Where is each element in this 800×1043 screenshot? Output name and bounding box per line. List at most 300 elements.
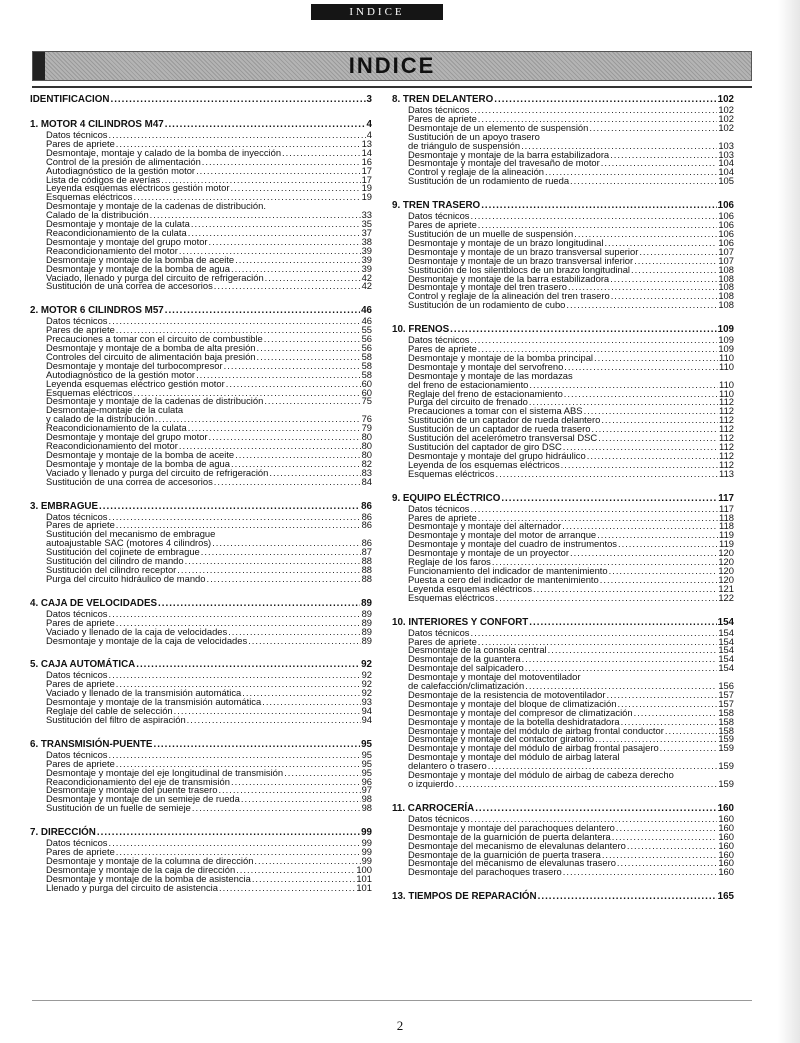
entry-title: Desmontaje y montaje del módulo de airbag lateral xyxy=(408,751,620,763)
section-page: 92 xyxy=(361,659,372,671)
dot-leader xyxy=(201,548,361,557)
dot-leader xyxy=(617,859,717,868)
entry-page: 94 xyxy=(361,705,372,717)
entry-page: 35 xyxy=(361,218,372,230)
entry-title: Desmontaje del parachoques trasero xyxy=(408,866,562,878)
dot-leader xyxy=(570,549,717,558)
entry-page: 17 xyxy=(361,173,372,185)
dot-leader xyxy=(226,380,361,389)
dot-leader xyxy=(165,119,366,130)
toc-section xyxy=(392,617,734,789)
dot-leader xyxy=(589,124,717,133)
entry-page: 38 xyxy=(361,235,372,247)
toc-entry[interactable] xyxy=(392,177,734,186)
entry-title: Desmontaje y montaje de un proyector xyxy=(408,547,570,559)
entry-title: o izquierdo xyxy=(408,778,454,789)
entry-title: Desmontaje de la guantera xyxy=(408,653,521,665)
entry-page: 154 xyxy=(718,662,734,674)
entry-title: Desmontaje de la guarnición de puerta delantera xyxy=(408,830,611,842)
entry-page: 76 xyxy=(361,413,372,425)
dot-leader xyxy=(282,149,361,158)
entry-page: 120 xyxy=(718,573,734,585)
dot-leader xyxy=(252,875,356,884)
entry-page: 160 xyxy=(718,848,734,860)
section-title: 1. MOTOR 4 CILINDROS M47 xyxy=(30,119,164,130)
toc-section xyxy=(30,827,372,892)
toc-entry[interactable] xyxy=(30,804,372,813)
entry-title: Autodiagnóstico de la gestión motor xyxy=(46,368,196,380)
entry-title: Desmontaje, montaje y calado de la bomba de inyección xyxy=(46,146,282,158)
dot-leader xyxy=(471,505,719,514)
entry-page: 154 xyxy=(718,626,734,638)
entry-page: 58 xyxy=(361,359,372,371)
toc-section-heading[interactable] xyxy=(392,493,734,504)
top-rule xyxy=(32,86,752,88)
entry-page: 117 xyxy=(719,502,734,514)
dot-leader xyxy=(471,629,718,638)
entry-title: Control y reglaje de la alineación del tren trasero xyxy=(408,290,610,302)
entry-title: Desmontaje y montaje del servofreno xyxy=(408,360,564,372)
dot-leader xyxy=(609,567,718,576)
entry-title: Desmontaje y montaje del motoventilador xyxy=(408,671,581,683)
entry-title: Precauciones a tomar con el sistema ABS xyxy=(408,405,583,417)
dot-leader xyxy=(634,257,717,266)
entry-page: 102 xyxy=(718,104,734,115)
entry-page: 56 xyxy=(361,333,372,345)
entry-title: Reglaje del freno de estacionamiento xyxy=(408,387,563,399)
entry-page: 13 xyxy=(361,137,372,149)
dot-leader xyxy=(501,493,717,504)
entry-page: 88 xyxy=(361,555,372,567)
toc-entry[interactable] xyxy=(30,881,372,893)
dot-leader xyxy=(616,824,717,833)
entry-title: Pares de apriete xyxy=(408,219,477,231)
entry-page: 158 xyxy=(718,706,734,718)
dot-leader xyxy=(639,248,717,257)
dot-leader xyxy=(471,212,718,221)
entry-page: 58 xyxy=(361,350,372,362)
dot-leader xyxy=(538,891,717,902)
toc-section-heading[interactable] xyxy=(392,891,734,902)
entry-page: 37 xyxy=(361,226,372,238)
entry-page: 82 xyxy=(361,457,372,469)
toc-section xyxy=(30,739,372,813)
section-title: 7. DIRECCIÓN xyxy=(30,827,96,839)
dot-leader xyxy=(269,469,360,478)
toc-section xyxy=(30,305,372,486)
entry-page: 84 xyxy=(361,475,372,487)
entry-page: 99 xyxy=(361,837,372,849)
entry-page: 39 xyxy=(361,262,372,274)
entry-title: Pares de apriete xyxy=(408,511,477,523)
entry-page: 105 xyxy=(718,175,734,187)
dot-leader xyxy=(264,335,361,344)
entry-page: 19 xyxy=(361,191,372,203)
page-number: 2 xyxy=(396,1018,404,1033)
section-page: 165 xyxy=(717,891,734,903)
entry-title: Sustitución del captador de giro DSC xyxy=(408,441,562,452)
entry-page: 98 xyxy=(361,793,372,805)
entry-title: Desmontaje de la guarnición de puerta trasera xyxy=(408,848,601,860)
toc-section xyxy=(392,803,734,877)
section-title: 4. CAJA DE VELOCIDADES xyxy=(30,597,158,609)
entry-title: Desmontaje y montaje de la barra estabilizadora xyxy=(408,272,610,284)
entry-title: Purga del circuito de frenado xyxy=(408,396,528,408)
entry-title: Desmontaje y montaje de la caja de velocidades xyxy=(46,634,248,646)
entry-title: Pares de apriete xyxy=(408,112,477,124)
dot-leader xyxy=(533,585,717,594)
entry-title: Sustitución de un captador de rueda trasero xyxy=(408,423,591,435)
entry-page: 89 xyxy=(361,634,372,646)
entry-title: Desmontaje y montaje de la transmisión automática xyxy=(46,696,262,708)
section-page: 4 xyxy=(366,119,372,130)
entry-page: 97 xyxy=(361,784,372,796)
entry-title: Sustitución de un rodamiento de cubo xyxy=(408,299,566,311)
entry-page: 118 xyxy=(719,520,734,532)
entry-page: 160 xyxy=(718,857,734,869)
entry-title: Sustitución del mecanismo de embrague xyxy=(46,528,216,540)
entry-title: del freno de estacionamiento xyxy=(408,378,529,390)
dot-leader xyxy=(471,106,718,115)
section-page: 99 xyxy=(361,827,372,839)
entry-title: Desmontaje y montaje del bloque de climatización xyxy=(408,697,617,709)
entry-title: Desmontaje y montaje del módulo de airbag frontal conductor xyxy=(408,724,664,736)
entry-page: 109 xyxy=(718,334,734,346)
entry-page: 33 xyxy=(361,209,372,221)
entry-page: 92 xyxy=(361,687,372,699)
section-title: 5. CAJA AUTOMÁTICA xyxy=(30,659,136,671)
toc-section xyxy=(392,891,734,902)
dot-leader xyxy=(262,698,360,707)
entry-page: 108 xyxy=(718,272,734,284)
entry-page: 160 xyxy=(718,812,734,824)
toc-entry[interactable] xyxy=(392,591,734,603)
entry-title: Control de la presión de alimentación xyxy=(46,155,201,167)
page-edge-shadow xyxy=(778,0,800,1043)
entry-page: 157 xyxy=(718,697,734,709)
toc-entry[interactable] xyxy=(392,467,734,479)
toc-section xyxy=(30,119,372,291)
toc-entry[interactable] xyxy=(392,780,734,789)
dot-leader xyxy=(563,443,718,452)
dot-leader xyxy=(214,282,361,291)
toc-section xyxy=(392,324,734,479)
dot-leader xyxy=(109,317,361,326)
entry-page: 122 xyxy=(718,591,734,603)
entry-title: de calefacción/climatización xyxy=(408,680,525,692)
entry-page: 104 xyxy=(718,157,734,169)
entry-page: 160 xyxy=(718,821,734,833)
entry-page: 56 xyxy=(361,342,372,354)
section-page: 160 xyxy=(717,802,734,814)
entry-title: Datos técnicos xyxy=(46,510,108,522)
section-title: 2. MOTOR 6 CILINDROS M57 xyxy=(30,305,164,317)
dot-leader xyxy=(564,363,718,372)
entry-page: 4 xyxy=(366,129,372,140)
section-title: 3. EMBRAGUE xyxy=(30,500,99,512)
entry-page: 160 xyxy=(718,839,734,851)
entry-title: Desmontaje y montaje de la barra estabilizadora xyxy=(408,148,610,160)
entry-title: Desmontaje y montaje del alternador xyxy=(408,520,562,532)
entry-title: Datos técnicos xyxy=(46,129,108,140)
dot-leader xyxy=(212,539,360,548)
entry-page: 99 xyxy=(361,846,372,858)
entry-title: Esquemas eléctricos xyxy=(408,591,495,603)
entry-title: Lista de códigos de averías xyxy=(46,173,161,185)
entry-page: 159 xyxy=(718,778,734,789)
entry-title: Desmontaje y montaje de un brazo transversal superior xyxy=(408,245,639,257)
dot-leader xyxy=(165,305,360,316)
entry-title: Desmontaje y montaje de la bomba de aceite xyxy=(46,448,235,460)
entry-page: 108 xyxy=(718,299,734,311)
entry-page: 158 xyxy=(718,715,734,727)
entry-page: 16 xyxy=(361,155,372,167)
dot-leader xyxy=(192,804,361,813)
entry-page: 92 xyxy=(361,678,372,690)
entry-title: Llenado y purga del circuito de asistencia xyxy=(46,881,218,893)
dot-leader xyxy=(584,407,718,416)
entry-title: Desmontaje y montaje de la cadenas de distribución. xyxy=(46,200,266,212)
entry-title: autoajustable SAC (motores 4 cilindros) xyxy=(46,537,212,549)
entry-title: Reacondicionamiento del motor xyxy=(46,244,178,256)
entry-page: 88 xyxy=(361,572,372,584)
dot-leader xyxy=(224,362,361,371)
entry-title: Leyenda esquemas eléctricos gestión motor xyxy=(46,182,230,194)
entry-page: 154 xyxy=(718,635,734,647)
dot-leader xyxy=(174,707,361,716)
section-title: IDENTIFICACION xyxy=(30,94,110,105)
dot-leader xyxy=(206,575,360,584)
dot-leader xyxy=(631,266,717,275)
toc-entry[interactable] xyxy=(30,713,372,725)
entry-page: 157 xyxy=(718,688,734,700)
entry-title: Leyenda esquemas eléctricos xyxy=(408,582,533,594)
dot-leader xyxy=(660,744,718,753)
entry-title: Sustitución de un fuelle de semieje xyxy=(46,802,191,814)
toc-section-heading[interactable] xyxy=(30,501,372,512)
entry-title: Desmontaje y montaje de la bomba de asistencia xyxy=(46,872,251,884)
entry-title: Desmontaje y montaje de la caja de dirección xyxy=(46,863,236,875)
entry-page: 159 xyxy=(718,760,734,772)
dot-leader xyxy=(561,461,718,470)
dot-leader xyxy=(188,424,361,433)
dot-leader xyxy=(153,739,360,750)
dot-leader xyxy=(187,716,361,725)
dot-leader xyxy=(214,478,361,487)
entry-page: 160 xyxy=(718,866,734,878)
dot-leader xyxy=(191,220,361,229)
entry-page: 92 xyxy=(361,669,372,681)
dot-leader xyxy=(188,229,361,238)
dot-leader xyxy=(564,390,718,399)
entry-title: Datos técnicos xyxy=(408,626,470,638)
entry-page: 14 xyxy=(361,146,372,158)
entry-page: 106 xyxy=(718,227,734,239)
entry-title: Desmontaje y montaje de la bomba de aceite xyxy=(46,253,235,265)
section-page: 86 xyxy=(361,500,372,512)
header-tab: INDICE xyxy=(311,4,443,20)
entry-page: 100 xyxy=(356,863,372,875)
entry-title: Datos técnicos xyxy=(46,748,108,760)
entry-title: Desmontaje y montaje de la botella deshidratadora xyxy=(408,715,620,727)
dot-leader xyxy=(601,416,718,425)
dot-leader xyxy=(99,501,360,512)
entry-title: Datos técnicos xyxy=(46,837,108,849)
entry-title: Sustitución del acelerómetro transversal DSC xyxy=(408,432,598,444)
entry-page: 107 xyxy=(718,254,734,266)
dot-leader xyxy=(610,275,717,284)
dot-leader xyxy=(196,167,361,176)
entry-page: 110 xyxy=(719,378,734,390)
entry-title: Datos técnicos xyxy=(46,669,108,681)
toc-section xyxy=(30,94,372,105)
entry-page: 87 xyxy=(361,546,372,558)
section-title: 10. INTERIORES Y CONFORT xyxy=(392,616,529,628)
entry-page: 42 xyxy=(361,280,372,292)
entry-title: Reacondicionamiento de la culata xyxy=(46,226,187,238)
entry-title: Pares de apriete xyxy=(46,757,115,769)
dot-leader xyxy=(109,839,361,848)
entry-title: Autodiagnóstico de la gestión motor xyxy=(46,164,196,176)
entry-title: Desmontaje de la consola central xyxy=(408,644,547,656)
entry-page: 89 xyxy=(361,616,372,628)
entry-page: 88 xyxy=(361,563,372,575)
dot-leader xyxy=(496,594,718,603)
toc-entry[interactable] xyxy=(30,634,372,646)
entry-title: Sustitución del cilindro receptor xyxy=(46,563,177,575)
entry-title: Precauciones a tomar con el circuito de combustible xyxy=(46,333,263,345)
dot-leader xyxy=(475,803,716,814)
dot-leader xyxy=(254,857,360,866)
entry-title: Sustitución del cilindro de mando xyxy=(46,555,184,567)
section-page: 3 xyxy=(366,94,372,105)
dot-leader xyxy=(665,727,717,736)
toc-entry[interactable] xyxy=(392,868,734,877)
dot-leader xyxy=(591,425,718,434)
entry-title: Desmontaje y montaje del turbocompresor xyxy=(46,359,223,371)
toc-section xyxy=(392,493,734,603)
toc-section xyxy=(30,501,372,584)
toc-entry[interactable] xyxy=(30,572,372,584)
entry-page: 108 xyxy=(718,290,734,302)
dot-leader xyxy=(566,301,717,310)
entry-title: Leyenda de los esquemas eléctricos xyxy=(408,458,560,470)
entry-page: 158 xyxy=(718,724,734,736)
entry-page: 46 xyxy=(361,315,372,327)
entry-title: Desmontaje y montaje de un brazo transversal inferior xyxy=(408,254,634,266)
dot-leader xyxy=(600,576,718,585)
entry-title: delantero o trasero xyxy=(408,760,487,772)
entry-page: 113 xyxy=(719,467,734,479)
entry-title: Desmontaje y montaje de la cadenas de distribución xyxy=(46,395,264,407)
entry-title: Desmontaje y montaje del parachoques delantero xyxy=(408,821,615,833)
entry-title: Desmontaje y montaje del motor de arranque xyxy=(408,529,597,541)
entry-title: Desmontaje y montaje del grupo motor xyxy=(46,235,208,247)
toc-section xyxy=(392,200,734,310)
entry-title: Pares de apriete xyxy=(46,324,115,336)
entry-page: 95 xyxy=(361,757,372,769)
entry-title: Sustitución de una correa de accesorios xyxy=(46,475,213,487)
dot-leader xyxy=(109,131,366,140)
section-page: 117 xyxy=(718,492,734,504)
section-page: 95 xyxy=(361,738,372,750)
dot-leader xyxy=(587,452,718,461)
entry-title: Sustitución de los silentblocs de un brazo longitudinal xyxy=(408,263,631,275)
entry-page: 60 xyxy=(361,377,372,389)
dot-leader xyxy=(634,709,718,718)
toc-section xyxy=(30,659,372,724)
entry-title: Pares de apriete xyxy=(408,343,477,355)
entry-page: 103 xyxy=(718,139,734,151)
toc-section xyxy=(392,94,734,186)
entry-page: 99 xyxy=(361,855,372,866)
entry-title: Reacondicionamiento de la culata xyxy=(46,422,187,434)
dot-leader xyxy=(450,324,716,335)
dot-leader xyxy=(618,540,718,549)
entry-title: Desmontaje y montaje del módulo de airbag de cabeza derecho xyxy=(408,769,674,781)
entry-title: Sustitución de un rodamiento de rueda xyxy=(408,175,570,187)
toc-entry[interactable] xyxy=(30,282,372,291)
entry-page: 55 xyxy=(361,324,372,336)
entry-title: Pares de apriete xyxy=(46,137,115,149)
entry-page: 112 xyxy=(719,423,734,435)
entry-page: 19 xyxy=(361,182,372,194)
entry-page: 110 xyxy=(719,360,734,372)
entry-title: Esquemas eléctricos xyxy=(46,191,133,203)
entry-page: 89 xyxy=(361,625,372,637)
entry-page: 112 xyxy=(719,405,734,417)
entry-title: Vaciado y llenado de la caja de velocidades xyxy=(46,625,228,637)
entry-title: Reglaje del cable de selección xyxy=(46,705,173,717)
entry-page: 156 xyxy=(718,680,734,692)
toc-section-heading[interactable] xyxy=(392,617,734,628)
section-title: 9. TREN TRASERO xyxy=(392,200,481,212)
entry-title: Desmontaje-montaje de la culata xyxy=(46,404,184,416)
entry-page: 89 xyxy=(361,607,372,619)
dot-leader xyxy=(236,866,355,875)
entry-title: Controles del circuito de alimentación baja presión xyxy=(46,350,256,362)
entry-page: 120 xyxy=(718,556,734,568)
section-page: 46 xyxy=(361,305,372,317)
dot-leader xyxy=(481,200,716,211)
entry-page: 154 xyxy=(718,653,734,665)
dot-leader xyxy=(235,256,360,265)
entry-page: 118 xyxy=(719,511,734,523)
entry-page: 106 xyxy=(718,236,734,248)
entry-page: 93 xyxy=(361,696,372,708)
dot-leader xyxy=(545,168,717,177)
entry-title: Pares de apriete xyxy=(46,678,115,690)
entry-title: Esquemas eléctricos xyxy=(46,386,133,398)
section-page: 106 xyxy=(717,200,734,212)
entry-title: Desmontaje del mecanismo de elevalunas trasero xyxy=(408,857,616,869)
entry-title: Datos técnicos xyxy=(408,104,470,115)
dot-leader xyxy=(136,659,360,670)
entry-title: Desmontaje del mecanismo de elevalunas delantero xyxy=(408,839,626,851)
toc-entry[interactable] xyxy=(30,475,372,487)
dot-leader xyxy=(209,433,361,442)
toc-entry[interactable] xyxy=(392,301,734,310)
toc-section-heading[interactable] xyxy=(30,94,372,105)
toc-right-column xyxy=(392,94,734,916)
entry-title: Desmontaje y montaje del puente trasero xyxy=(46,784,218,796)
entry-page: 86 xyxy=(361,510,372,522)
entry-title: Sustitución de una correa de accesorios xyxy=(46,280,213,292)
entry-title: Datos técnicos xyxy=(46,607,108,619)
entry-page: 101 xyxy=(356,881,372,893)
entry-title: Datos técnicos xyxy=(46,315,108,327)
entry-page: 159 xyxy=(718,733,734,745)
